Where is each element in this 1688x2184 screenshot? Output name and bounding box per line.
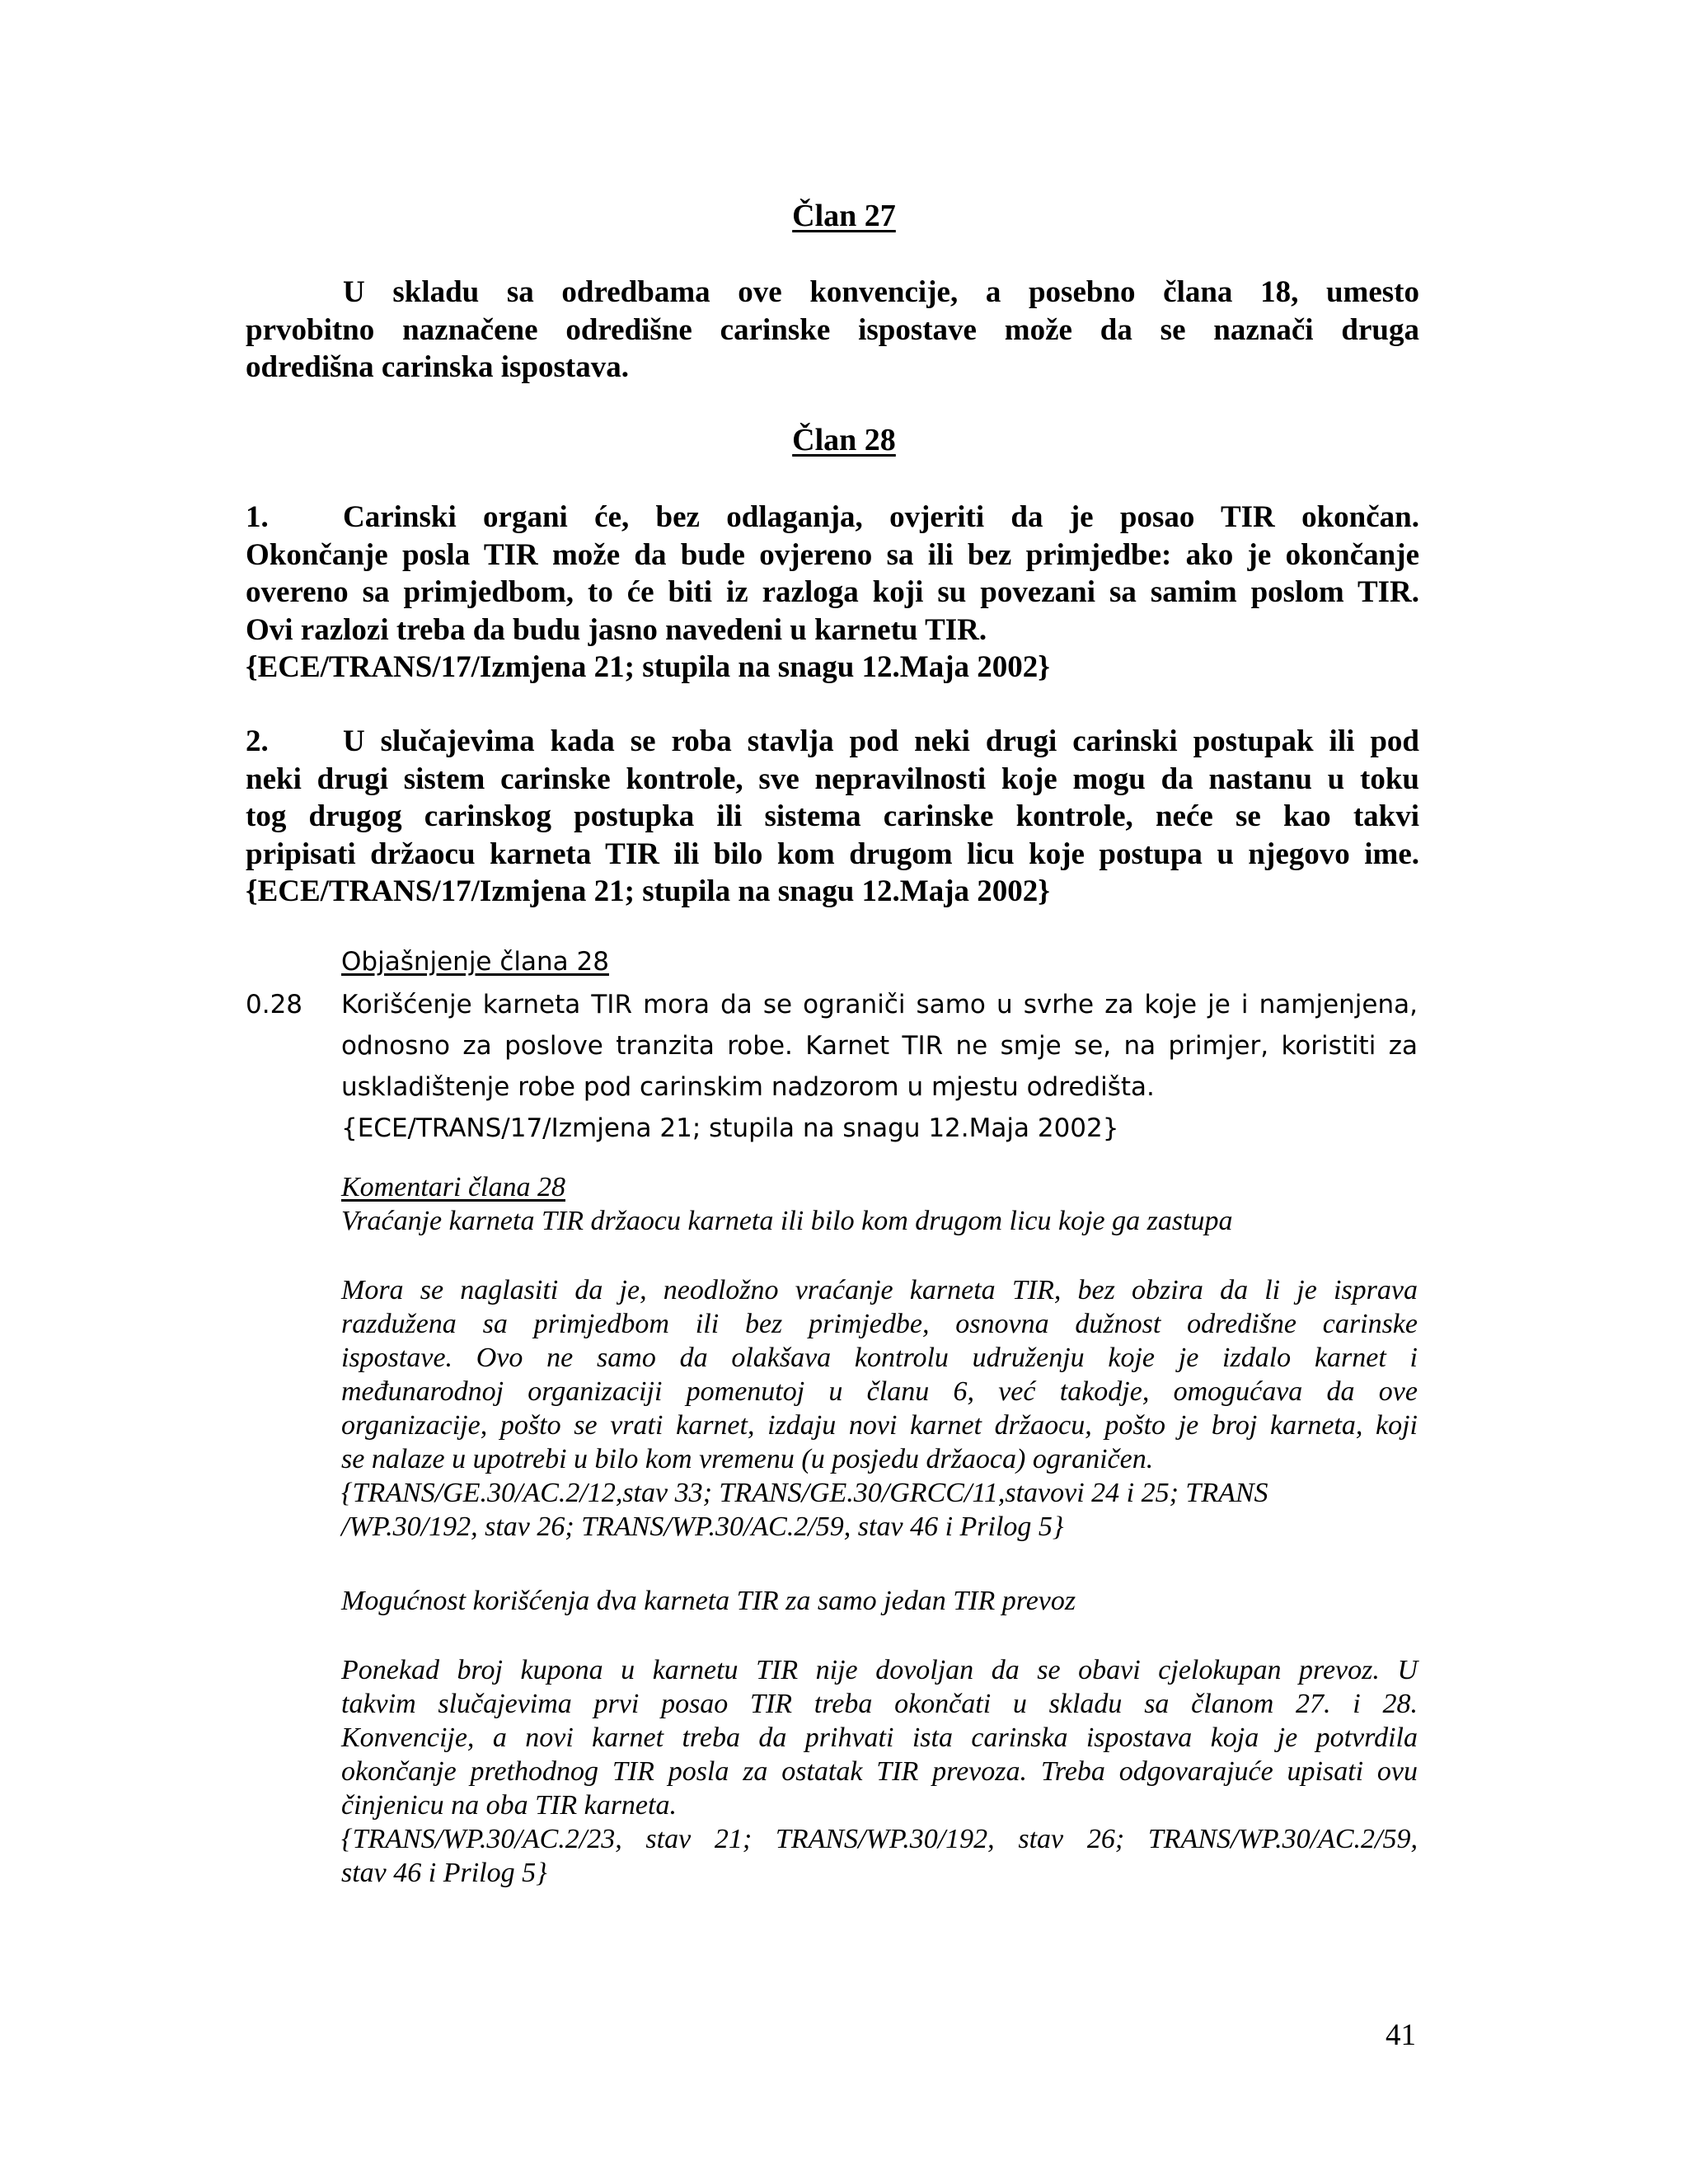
block1-citation-2: /WP.30/192, stav 26; TRANS/WP.30/AC.2/59, stav 46 i Prilog 5} — [341, 1511, 1064, 1542]
block2-line-4: okončanje prethodnog TIR posla za ostatak TIR prevoza. Treba odgovarajuće upisati ovu — [341, 1756, 1418, 1787]
article-27-heading: Član 27 — [792, 199, 896, 233]
block2-citation-2: stav 46 i Prilog 5} — [341, 1858, 547, 1888]
block2-line-1: Ponekad broj kupona u karnetu TIR nije dovoljan da se obavi cjelokupan prevoz. U — [341, 1655, 1418, 1685]
block1-citation-1: {TRANS/GE.30/AC.2/12,stav 33; TRANS/GE.30/GRCC/11,stavovi 24 i 25; TRANS — [341, 1478, 1268, 1508]
page-number: 41 — [1386, 2018, 1416, 2052]
article-28-paragraph-1 — [246, 499, 1419, 687]
comments-block-2 — [341, 1653, 1418, 1890]
explanation-citation: {ECE/TRANS/17/Izmjena 21; stupila na snagu 12.Maja 2002} — [341, 1113, 1119, 1143]
article-27-line-1: U skladu sa odredbama ove konvencije, a posebno člana 18, umesto — [343, 275, 1419, 309]
article-27-paragraph — [246, 274, 1419, 387]
explanation-title: Objašnjenje člana 28 — [341, 947, 609, 977]
para2-line-2: neki drugi sistem carinske kontrole, sve nepravilnosti koje mogu da nastanu u toku — [246, 762, 1419, 796]
paragraph-2-number: 2. — [246, 724, 269, 758]
para2-line-3: tog drugog carinskog postupka ili sistema carinske kontrole, neće se kao takvi — [246, 799, 1419, 833]
para1-line-1: Carinski organi će, bez odlaganja, ovjeriti da je posao TIR okončan. — [343, 500, 1419, 534]
article-28-heading: Član 28 — [792, 423, 896, 457]
explanation-number: 0.28 — [246, 990, 303, 1019]
para1-line-2: Okončanje posla TIR može da bude ovjereno sa ili bez primjedbe: ako je okončanje — [246, 537, 1419, 572]
explanation-line-1: Korišćenje karneta TIR mora da se ograniči samo u svrhe za koje je i namjenjena, — [341, 990, 1418, 1019]
para2-citation: {ECE/TRANS/17/Izmjena 21; stupila na snagu 12.Maja 2002} — [246, 874, 1050, 908]
para2-line-1: U slučajevima kada se roba stavlja pod neki drugi carinski postupak ili pod — [343, 724, 1419, 758]
para2-line-4: pripisati držaocu karneta TIR ili bilo kom drugom licu koje postupa u njegovo ime. — [246, 837, 1419, 871]
block2-citation-1: {TRANS/WP.30/AC.2/23, stav 21; TRANS/WP.30/192, stav 26; TRANS/WP.30/AC.2/59, — [341, 1824, 1418, 1854]
para1-citation: {ECE/TRANS/17/Izmjena 21; stupila na snagu 12.Maja 2002} — [246, 650, 1050, 684]
block1-line-1: Mora se naglasiti da je, neodložno vraćanje karneta TIR, bez obzira da li je isprava — [341, 1275, 1418, 1305]
block1-line-2: razdužena sa primjedbom ili bez primjedbe, osnovna dužnost odredišne carinske — [341, 1309, 1418, 1339]
para1-line-3: overeno sa primjedbom, to će biti iz razloga koji su povezani sa samim poslom TIR. — [246, 575, 1419, 609]
comments-subtitle-2-wrap — [341, 1584, 1418, 1618]
comments-title: Komentari člana 28 — [341, 1172, 565, 1202]
block1-line-3: ispostave. Ovo ne samo da olakšava kontrolu udruženju koje je izdalo karnet i — [341, 1343, 1418, 1373]
paragraph-1-number: 1. — [246, 500, 269, 534]
comments-header — [341, 1170, 1418, 1238]
explanation-line-3: uskladištenje robe pod carinskim nadzorom u mjestu odredišta. — [341, 1072, 1155, 1102]
block1-line-5: organizacije, pošto se vrati karnet, izdaju novi karnet držaocu, pošto je broj karneta, koji — [341, 1410, 1418, 1441]
comments-subtitle-1: Vraćanje karneta TIR držaocu karneta ili bilo kom drugom licu koje ga zastupa — [341, 1206, 1233, 1236]
article-27-line-3: odredišna carinska ispostava. — [246, 350, 629, 384]
article-27-line-2: prvobitno naznačene odredišne carinske ispostave može da se naznači druga — [246, 312, 1419, 347]
block2-line-3: Konvencije, a novi karnet treba da prihvati ista carinska ispostava koja je potvrdila — [341, 1722, 1418, 1753]
comments-subtitle-2: Mogućnost korišćenja dva karneta TIR za samo jedan TIR prevoz — [341, 1586, 1076, 1616]
article-28-paragraph-2 — [246, 723, 1419, 911]
block2-line-2: takvim slučajevima prvi posao TIR treba okončati u skladu sa članom 27. i 28. — [341, 1689, 1418, 1719]
comments-block-1 — [341, 1273, 1418, 1544]
para1-line-4: Ovi razlozi treba da budu jasno navedeni u karnetu TIR. — [246, 612, 987, 647]
block1-line-6: se nalaze u upotrebi u bilo kom vremenu (u posjedu držaoca) ograničen. — [341, 1444, 1154, 1474]
block2-line-5: činjenicu na oba TIR karneta. — [341, 1790, 677, 1821]
block1-line-4: međunarodnoj organizaciji pomenutoj u članu 6, već takodje, omogućava da ove — [341, 1376, 1418, 1407]
explanation-body — [341, 984, 1418, 1149]
explanation-line-2: odnosno za poslove tranzita robe. Karnet TIR ne smje se, na primjer, koristiti za — [341, 1031, 1418, 1061]
